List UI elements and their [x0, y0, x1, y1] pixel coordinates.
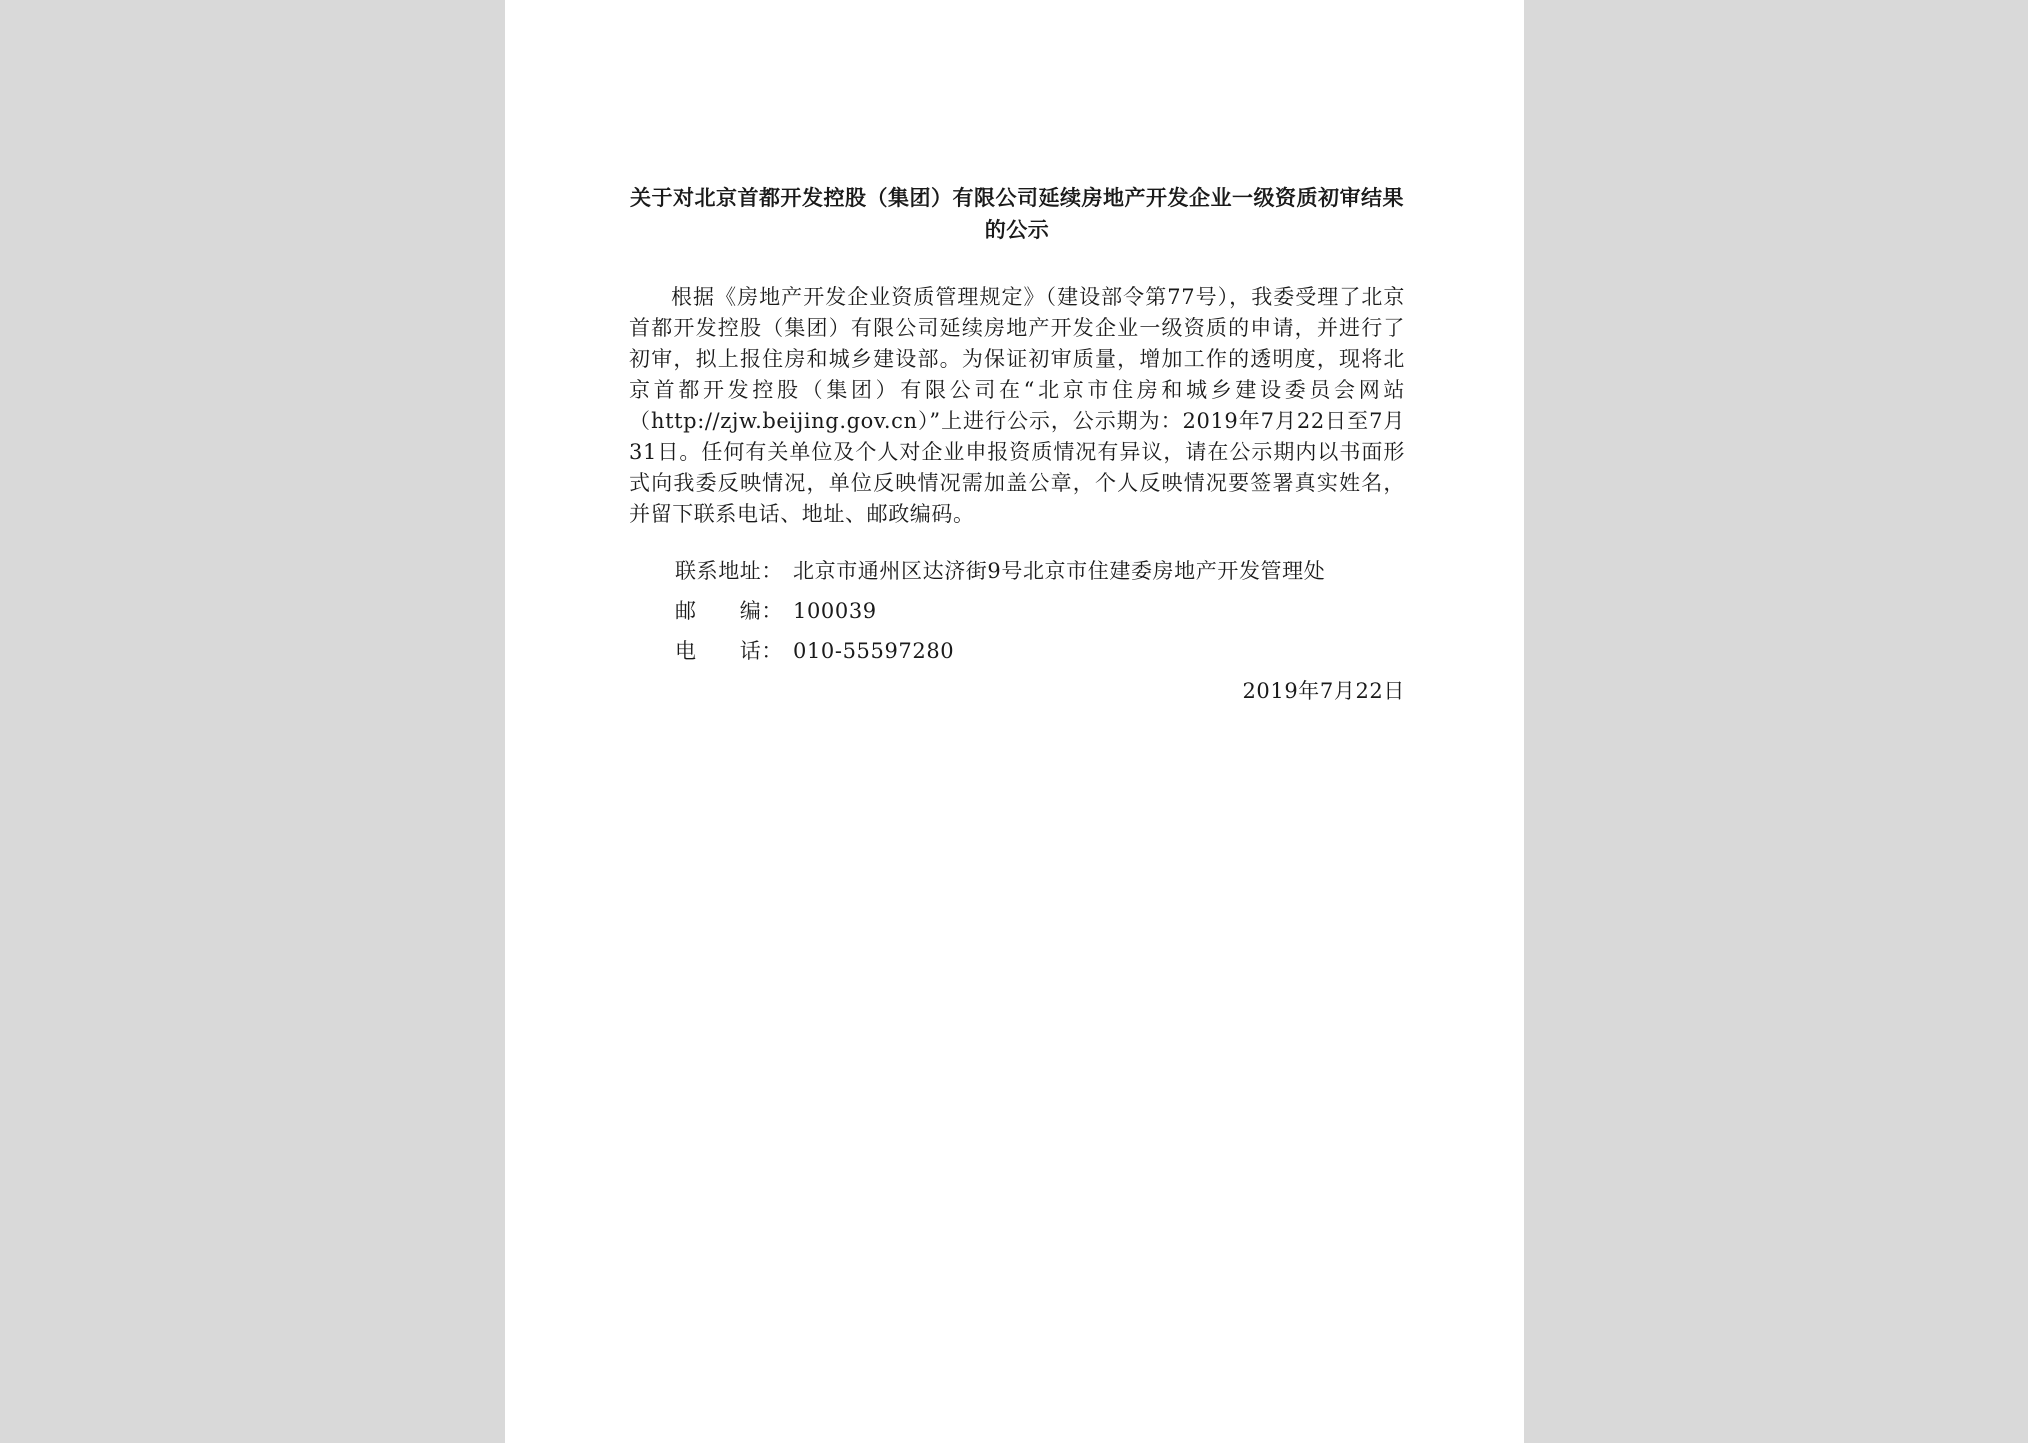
contact-phone-label: 电 话：	[675, 639, 783, 663]
document-content	[629, 182, 1405, 707]
contact-postcode-label: 邮 编：	[675, 599, 783, 623]
contact-address-value: 北京市通州区达济街9号北京市住建委房地产开发管理处	[793, 559, 1326, 583]
document-body: 根据《房地产开发企业资质管理规定》（建设部令第77号），我委受理了北京首都开发控股（集团）有限公司延续房地产开发企业一级资质的申请，并进行了初审，拟上报住房和城乡建设部。为保证初审质量，增加工作的透明度，现将北京首都开发控股（集团）有限公司在“北京市住房和城乡建设委员会网站（http://zjw.beijing.gov.cn）”上进行公示，公示期为：2019年7月22日至7月31日。任何有关单位及个人对企业申报资质情况有异议，请在公示期内以书面形式向我委反映情况，单位反映情况需加盖公章，个人反映情况要签署真实姓名，并留下联系电话、地址、邮政编码。	[629, 285, 1405, 526]
contact-block	[629, 551, 1405, 671]
contact-postcode-value: 100039	[793, 599, 877, 623]
contact-postcode-row	[629, 591, 1405, 631]
contact-address-label: 联系地址：	[675, 559, 783, 583]
contact-phone-value: 010-55597280	[793, 639, 955, 663]
document-date: 2019年7月22日	[1242, 679, 1405, 703]
document-page	[505, 0, 1524, 1443]
document-title: 关于对北京首都开发控股（集团）有限公司延续房地产开发企业一级资质初审结果的公示	[630, 186, 1404, 242]
contact-phone-row	[629, 631, 1405, 671]
contact-address-row	[629, 551, 1405, 591]
